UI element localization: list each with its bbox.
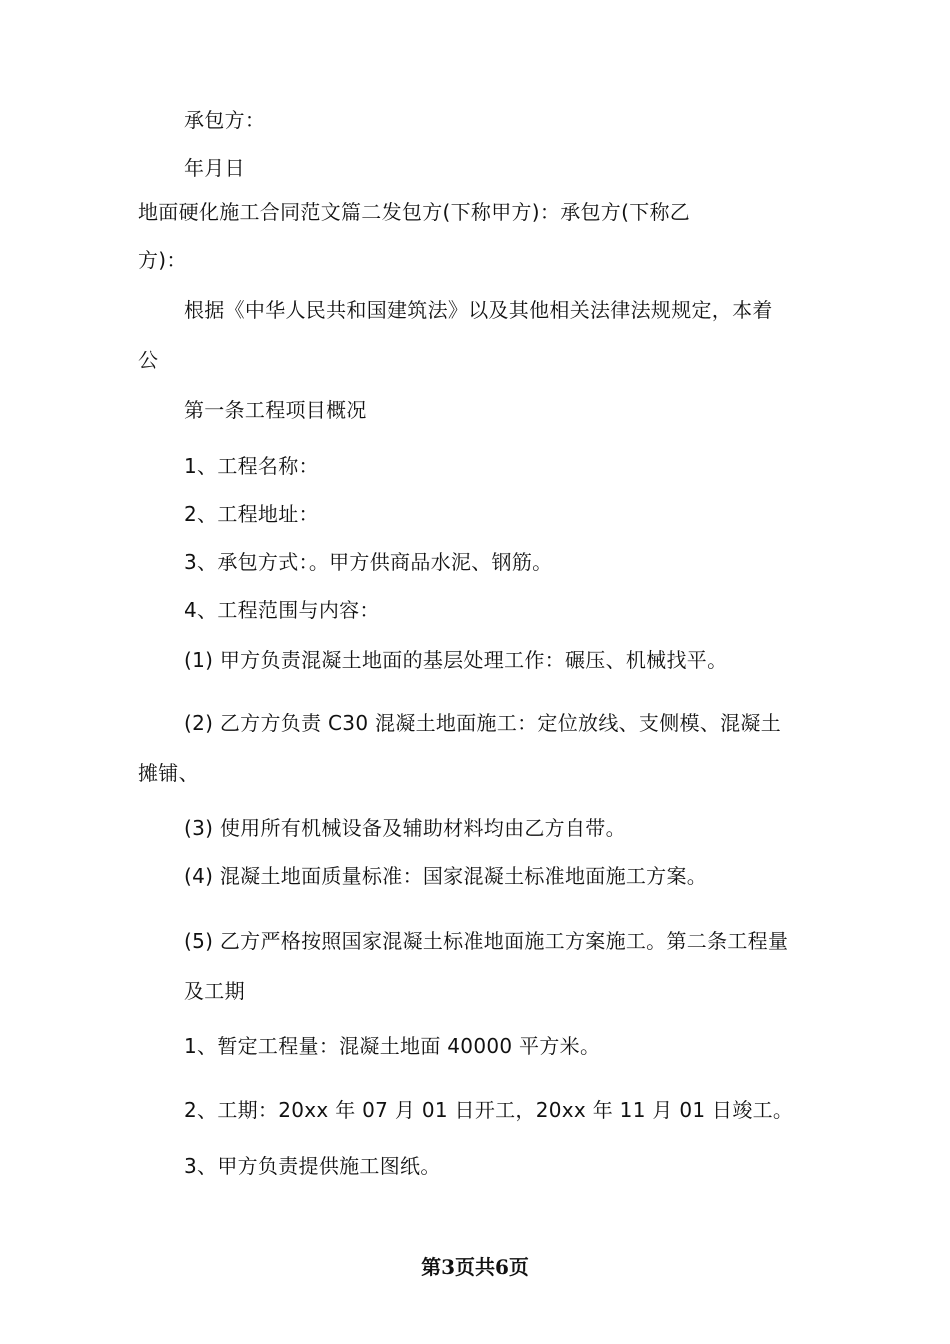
scope-clause-1: (1) 甲方负责混凝土地面的基层处理工作：碾压、机械找平。	[184, 648, 728, 672]
project-address-item: 2、工程地址：	[184, 502, 319, 526]
section-heading-line: 地面硬化施工合同范文篇二发包方(下称甲方)：承包方(下称乙	[138, 200, 691, 224]
scope-clause-2: (2) 乙方方负责 C30 混凝土地面施工：定位放线、支侧模、混凝土	[184, 711, 782, 735]
scope-clause-5-continuation: 及工期	[184, 979, 245, 1003]
drawings-item: 3、甲方负责提供施工图纸。	[184, 1154, 441, 1178]
project-name-item: 1、工程名称：	[184, 454, 319, 478]
scope-item: 4、工程范围与内容：	[184, 598, 380, 622]
contractor-label: 承包方：	[184, 108, 266, 132]
preamble-continuation: 公	[138, 348, 159, 372]
scope-clause-4: (4) 混凝土地面质量标准：国家混凝土标准地面施工方案。	[184, 864, 708, 888]
scope-clause-5: (5) 乙方严格按照国家混凝土标准地面施工方案施工。第二条工程量	[184, 929, 789, 953]
date-label: 年月日	[184, 156, 245, 180]
article-one-heading: 第一条工程项目概况	[184, 398, 367, 422]
scope-clause-2-continuation: 摊铺、	[138, 761, 199, 785]
contract-method-item: 3、承包方式：。甲方供商品水泥、钢筋。	[184, 550, 553, 574]
preamble-paragraph: 根据《中华人民共和国建筑法》以及其他相关法律法规规定，本着	[184, 298, 773, 322]
page-number-footer: 第3页共6页	[421, 1255, 529, 1279]
party-b-continuation: 方)：	[138, 248, 187, 272]
quantity-item: 1、暂定工程量：混凝土地面 40000 平方米。	[184, 1034, 601, 1058]
schedule-item: 2、工期：20xx 年 07 月 01 日开工，20xx 年 11 月 01 日竣工。	[184, 1098, 794, 1122]
scope-clause-3: (3) 使用所有机械设备及辅助材料均由乙方自带。	[184, 816, 626, 840]
